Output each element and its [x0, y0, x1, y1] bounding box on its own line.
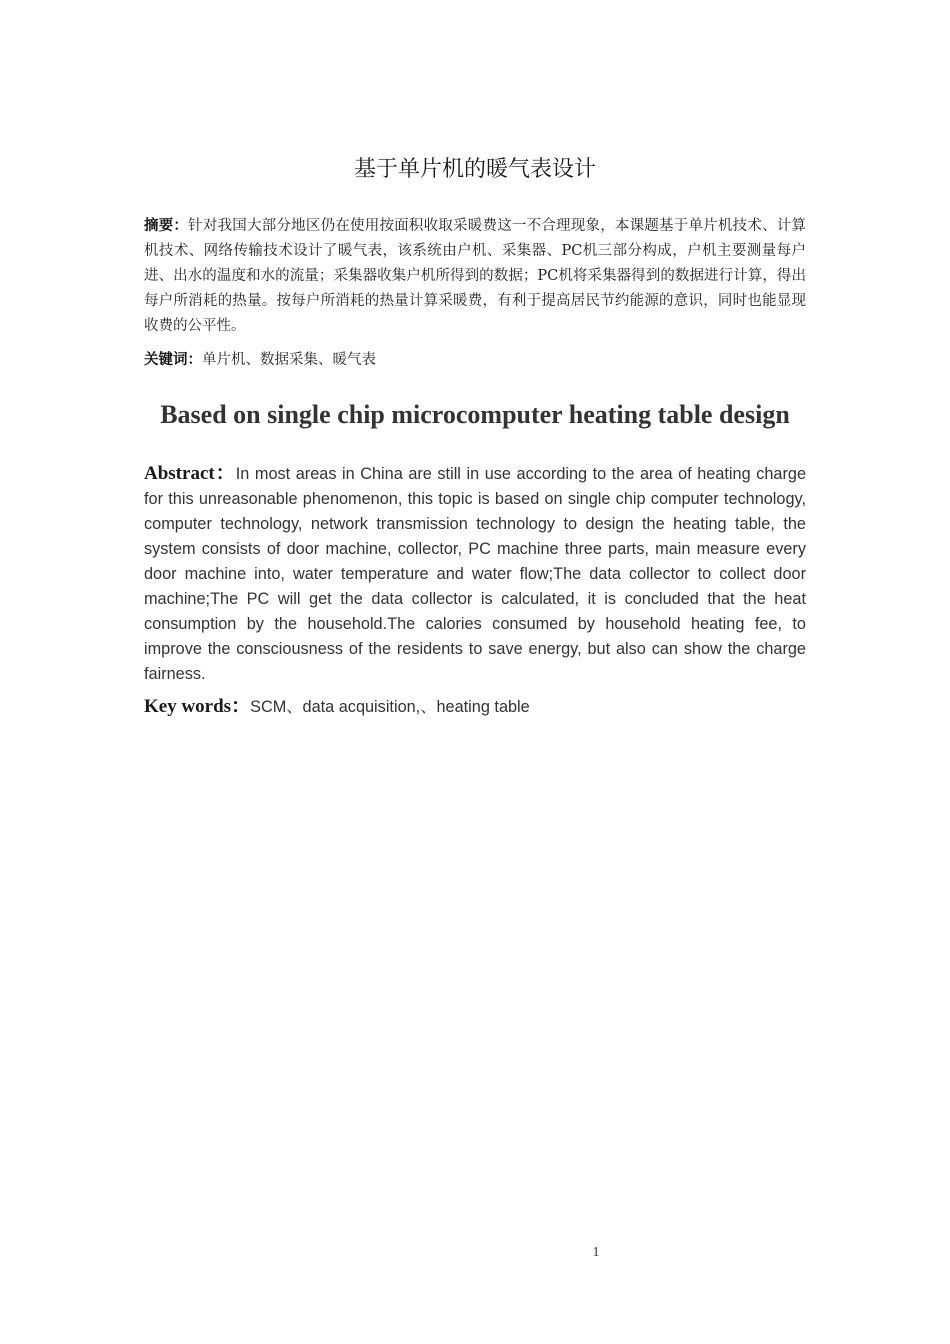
chinese-abstract-text: 针对我国大部分地区仍在使用按面积收取采暖费这一不合理现象，本课题基于单片机技术、计算机技术、网络传输技术设计了暖气表，该系统由户机、采集器、PC机三部分构成，户机主要测量每户进、出水的温度和水的流量；采集器收集户机所得到的数据；PC机将采集器得到的数据进行计算，得出每户所消耗的热量。按每户所消耗的热量计算采暖费，有利于提高居民节约能源的意识，同时也能显现收费的公平性。	[144, 218, 807, 334]
english-keywords-text: SCM、data acquisition,、heating table	[250, 698, 530, 716]
page-number: 1	[592, 1245, 600, 1260]
english-keywords-label: Key words：	[144, 696, 251, 717]
english-abstract-label: Abstract：	[144, 463, 236, 484]
chinese-abstract-label: 摘要：	[144, 218, 189, 234]
english-title: Based on single chip microcomputer heating table design	[160, 400, 790, 429]
chinese-abstract	[144, 214, 806, 339]
chinese-keywords-text: 单片机、数据采集、暖气表	[202, 352, 376, 368]
english-abstract-text: In most areas in China are still in use according to the area of heating charge for this unreasonable phenomenon, this topic is based on single chip computer technology, computer technology, network transmission technology to design the heating table, the system consists of door machine, collector, PC machine three parts, main measure every door machine into, water temperature and water flow;The data collector to collect door machine;The PC will get the data collector is calculated, it is concluded that the heat consumption by the household.The calories consumed by household heating fee, to improve the consciousness of the residents to save energy, but also can show the charge fairness.	[144, 465, 806, 683]
english-abstract	[144, 461, 806, 687]
english-keywords	[144, 694, 806, 720]
chinese-title: 基于单片机的暖气表设计	[353, 157, 596, 182]
chinese-keywords-label: 关键词：	[144, 352, 202, 368]
chinese-keywords	[144, 348, 806, 373]
